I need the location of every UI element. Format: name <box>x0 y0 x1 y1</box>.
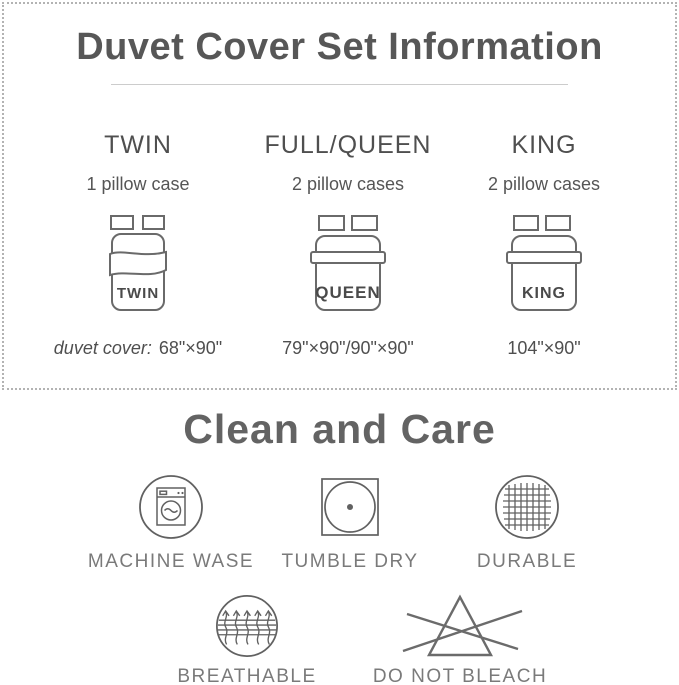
care-item-breathable <box>142 592 352 685</box>
pillow-count: 2 pillow cases <box>291 174 405 194</box>
size-column-title: KING <box>511 131 577 159</box>
care-item-label: BREATHABLE <box>177 666 317 685</box>
durable-weave-icon <box>422 472 632 542</box>
care-item-label: DO NOT BLEACH <box>372 666 548 685</box>
duvet-size <box>434 338 654 359</box>
size-column-king <box>434 133 654 359</box>
pillow-count: 2 pillow cases <box>487 174 601 194</box>
duvet-size <box>238 338 458 359</box>
do-not-bleach-icon <box>355 592 565 660</box>
care-item-label: TUMBLE DRY <box>281 551 419 572</box>
bed-size-text: KING <box>522 285 566 302</box>
care-section-title: Clean and Care <box>183 406 496 452</box>
size-column-title: FULL/QUEEN <box>264 131 432 159</box>
care-item-do-not-bleach <box>355 592 565 685</box>
duvet-cover-prefix: duvet cover: <box>53 338 152 358</box>
size-column-twin <box>28 133 248 359</box>
pillow-count: 1 pillow case <box>86 174 190 194</box>
size-value: 68"×90" <box>158 338 223 358</box>
king-bed-icon <box>434 214 654 322</box>
queen-bed-icon <box>238 214 458 322</box>
bed-size-text: QUEEN <box>315 283 381 302</box>
size-column-full-queen <box>238 133 458 359</box>
info-box <box>2 2 677 390</box>
title-divider <box>111 84 568 85</box>
twin-bed-icon <box>28 214 248 322</box>
care-item-label: DURABLE <box>476 551 578 572</box>
duvet-size <box>28 338 248 359</box>
page-title: Duvet Cover Set Information <box>76 26 603 68</box>
size-value: 104"×90" <box>507 338 581 358</box>
care-item-durable <box>422 472 632 573</box>
size-value: 79"×90"/90"×90" <box>282 338 414 358</box>
bed-size-text: TWIN <box>116 285 160 302</box>
breathable-icon <box>142 592 352 660</box>
size-column-title: TWIN <box>104 131 172 159</box>
care-item-label: MACHINE WASE <box>87 551 255 572</box>
